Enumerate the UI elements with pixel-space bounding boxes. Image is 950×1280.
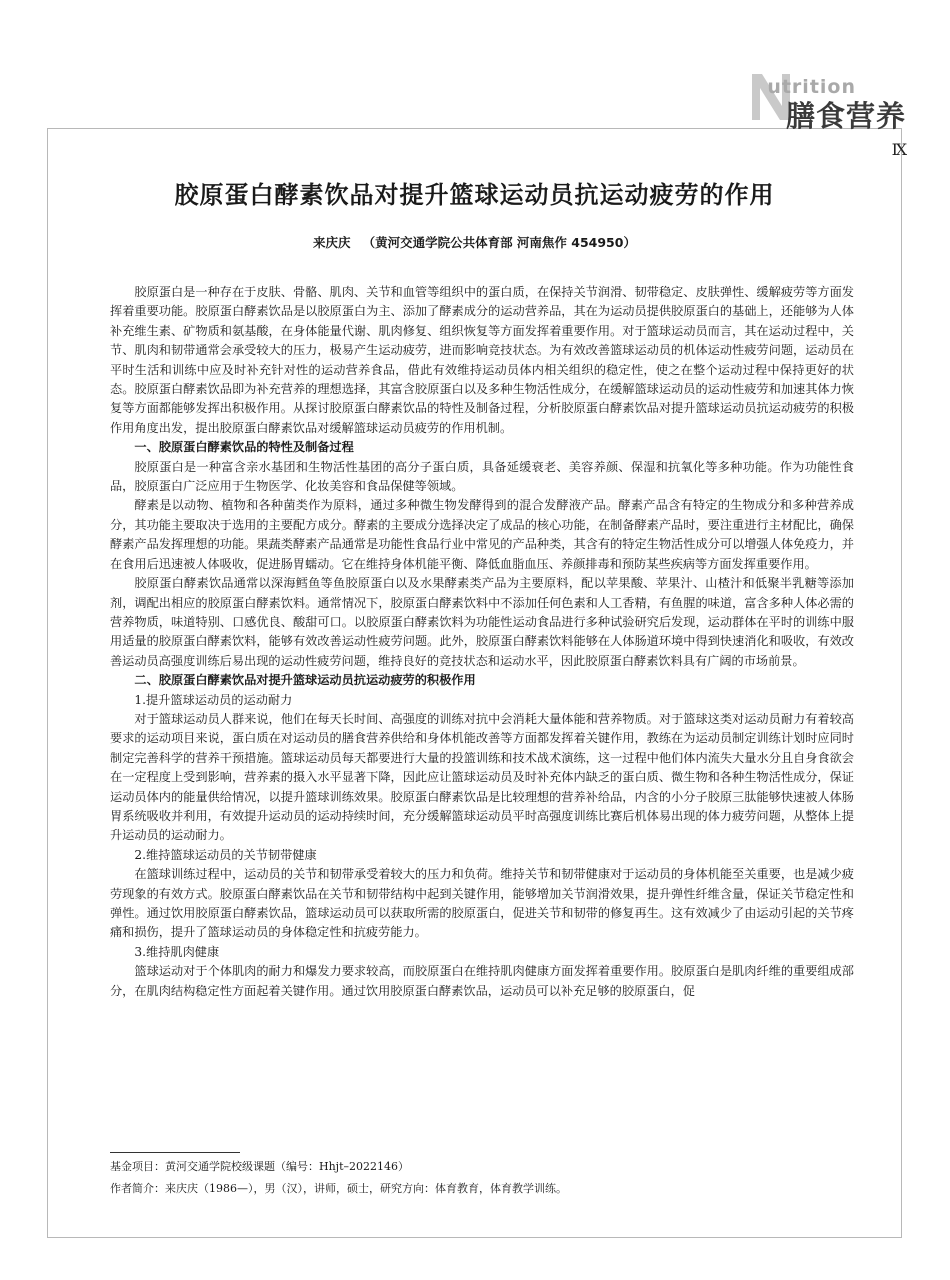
subsection-1-paragraph: 对于篮球运动员人群来说，他们在每天长时间、高强度的训练对抗中会消耗大量体能和营养物质。对于篮球这类对运动员耐力有着较高要求的运动项目来说，蛋白质在对运动员的膳食营养供给和身体机能改善等方面都发挥着关键作用，教练在为运动员制定训练计划时应同时制定完善科学的营养干预措施。篮球运动员每天都要进行大量的投篮训练和技术战术演练，这一过程中他们体内流失大量水分且自身食欲会在一定程度上受到影响，营养素的摄入水平显著下降，因此应让篮球运动员及时补充体内缺乏的蛋白质、微生物和各种生物活性成分，保证运动员体内的能量供给情况，以提升篮球训练效果。胶原蛋白酵素饮品是比较理想的营养补给品，内含的小分子胶原三肽能够快速被人体肠胃系统吸收并利用，有效提升运动员的运动持续时间，充分缓解篮球运动员平时高强度训练比赛后机体易出现的体力疲劳问题，从整体上提升运动员的运动耐力。	[110, 711, 854, 843]
brand-latin-text: utrition	[767, 76, 856, 98]
section-1-heading: 一、胶原蛋白酵素饮品的特性及制备过程	[134, 440, 354, 455]
footnote-divider	[110, 1152, 240, 1153]
subsection-1-heading: 1.提升篮球运动员的运动耐力	[134, 692, 293, 707]
fund-note: 基金项目：黄河交通学院校级课题（编号：Hhjt–2022146）	[110, 1160, 409, 1173]
section-2-heading: 二、胶原蛋白酵素饮品对提升篮球运动员抗运动疲劳的积极作用	[134, 673, 476, 688]
page-number: Ⅸ	[891, 140, 907, 159]
author-line	[47, 233, 902, 251]
brand-chinese-text: 膳食营养	[785, 99, 906, 133]
author-affiliation: （黄河交通学院公共体育部 河南焦作 454950）	[362, 235, 636, 250]
subsection-2-heading: 2.维持篮球运动员的关节韧带健康	[134, 847, 317, 862]
intro-paragraph: 胶原蛋白是一种存在于皮肤、骨骼、肌肉、关节和血管等组织中的蛋白质，在保持关节润滑、韧带稳定、皮肤弹性、缓解疲劳等方面发挥着重要功能。胶原蛋白酵素饮品是以胶原蛋白为主、添加了酵素成分的运动营养品，其在为运动员提供胶原蛋白的基础上，还能够为人体补充维生素、矿物质和氨基酸，在身体能量代谢、肌肉修复、组织恢复等方面发挥着重要作用。对于篮球运动员而言，其在运动过程中，关节、肌肉和韧带通常会承受较大的压力，极易产生运动疲劳，进而影响竞技状态。为有效改善篮球运动员的机体运动性疲劳问题，运动员在平时生活和训练中应及时补充针对性的运动营养食品，借此有效维持运动员体内相关组织的稳定性，使之在整个运动过程中保持更好的状态。胶原蛋白酵素饮品即为补充营养的理想选择，其富含胶原蛋白以及多种生物活性成分，在缓解篮球运动员的运动性疲劳和加速其体力恢复等方面都能够发挥出积极作用。从探讨胶原蛋白酵素饮品的特性及制备过程，分析胶原蛋白酵素饮品对提升篮球运动员抗运动疲劳的积极作用角度出发，提出胶原蛋白酵素饮品对缓解篮球运动员疲劳的作用机制。	[110, 285, 854, 435]
section-1-paragraph: 胶原蛋白酵素饮品通常以深海鳕鱼等鱼胶原蛋白以及水果酵素类产品为主要原料，配以苹果酸、苹果汁、山楂汁和低聚半乳糖等添加剂，调配出相应的胶原蛋白酵素饮料。通常情况下，胶原蛋白酵素饮料中不添加任何色素和人工香精，有鱼腥的味道，富含多种人体必需的营养物质，味道特别、口感优良、酸甜可口。以胶原蛋白酵素饮料为功能性运动食品进行多种试验研究后发现，运动群体在平时的训练中服用适量的胶原蛋白酵素饮料，能够有效改善运动性疲劳问题。此外，胶原蛋白酵素饮料能够在人体肠道环境中得到快速消化和吸收，有效改善运动员高强度训练后易出现的运动性疲劳问题，维持良好的竞技状态和运动水平，因此胶原蛋白酵素饮料具有广阔的市场前景。	[110, 576, 854, 668]
article-body	[110, 283, 854, 1001]
subsection-3-heading: 3.维持肌肉健康	[134, 944, 220, 959]
section-1-paragraph: 酵素是以动物、植物和各种菌类作为原料，通过多种微生物发酵得到的混合发酵液产品。酵素产品含有特定的生物成分和多种营养成分，其功能主要取决于选用的主要配方成分。酵素的主要成分选择决定了成品的核心功能，在制备酵素产品时，要注重进行主材配比，确保酵素产品发挥理想的功能。果蔬类酵素产品通常是功能性食品行业中常见的产品种类，其含有的特定生物活性成分可以增强人体免疫力，并在食用后迅速被人体吸收，促进肠胃蠕动。它在维持身体机能平衡、降低血脂血压、养颜排毒和预防某些疾病等方面发挥重要作用。	[110, 498, 854, 571]
subsection-3-paragraph: 篮球运动对于个体肌肉的耐力和爆发力要求较高，而胶原蛋白在维持肌肉健康方面发挥着重要作用。胶原蛋白是肌肉纤维的重要组成部分，在肌肉结构稳定性方面起着关键作用。通过饮用胶原蛋白酵素饮品，运动员可以补充足够的胶原蛋白，促	[110, 964, 854, 998]
footnotes	[110, 1152, 854, 1200]
author-name: 来庆庆	[313, 235, 351, 250]
section-1-paragraph: 胶原蛋白是一种富含亲水基团和生物活性基团的高分子蛋白质，具备延缓衰老、美容养颜、保湿和抗氧化等多种功能。作为功能性食品，胶原蛋白广泛应用于生物医学、化妆美容和食品保健等领域。	[110, 459, 854, 494]
author-bio-note: 作者简介：来庆庆（1986—），男（汉），讲师，硕士，研究方向：体育教育，体育教学训练。	[110, 1182, 567, 1195]
article-title: 胶原蛋白酵素饮品对提升篮球运动员抗运动疲劳的作用	[174, 180, 775, 209]
journal-brand	[686, 72, 906, 132]
subsection-2-paragraph: 在篮球训练过程中，运动员的关节和韧带承受着较大的压力和负荷。维持关节和韧带健康对于运动员的身体机能至关重要，也是减少疲劳现象的有效方式。胶原蛋白酵素饮品在关节和韧带结构中起到关键作用，能够增加关节润滑效果，提升弹性纤维含量，保证关节稳定性和弹性。通过饮用胶原蛋白酵素饮品，篮球运动员可以获取所需的胶原蛋白，促进关节和韧带的修复再生。这有效减少了由运动引起的关节疼痛和损伤，提升了篮球运动员的身体稳定性和抗疲劳能力。	[110, 867, 854, 940]
